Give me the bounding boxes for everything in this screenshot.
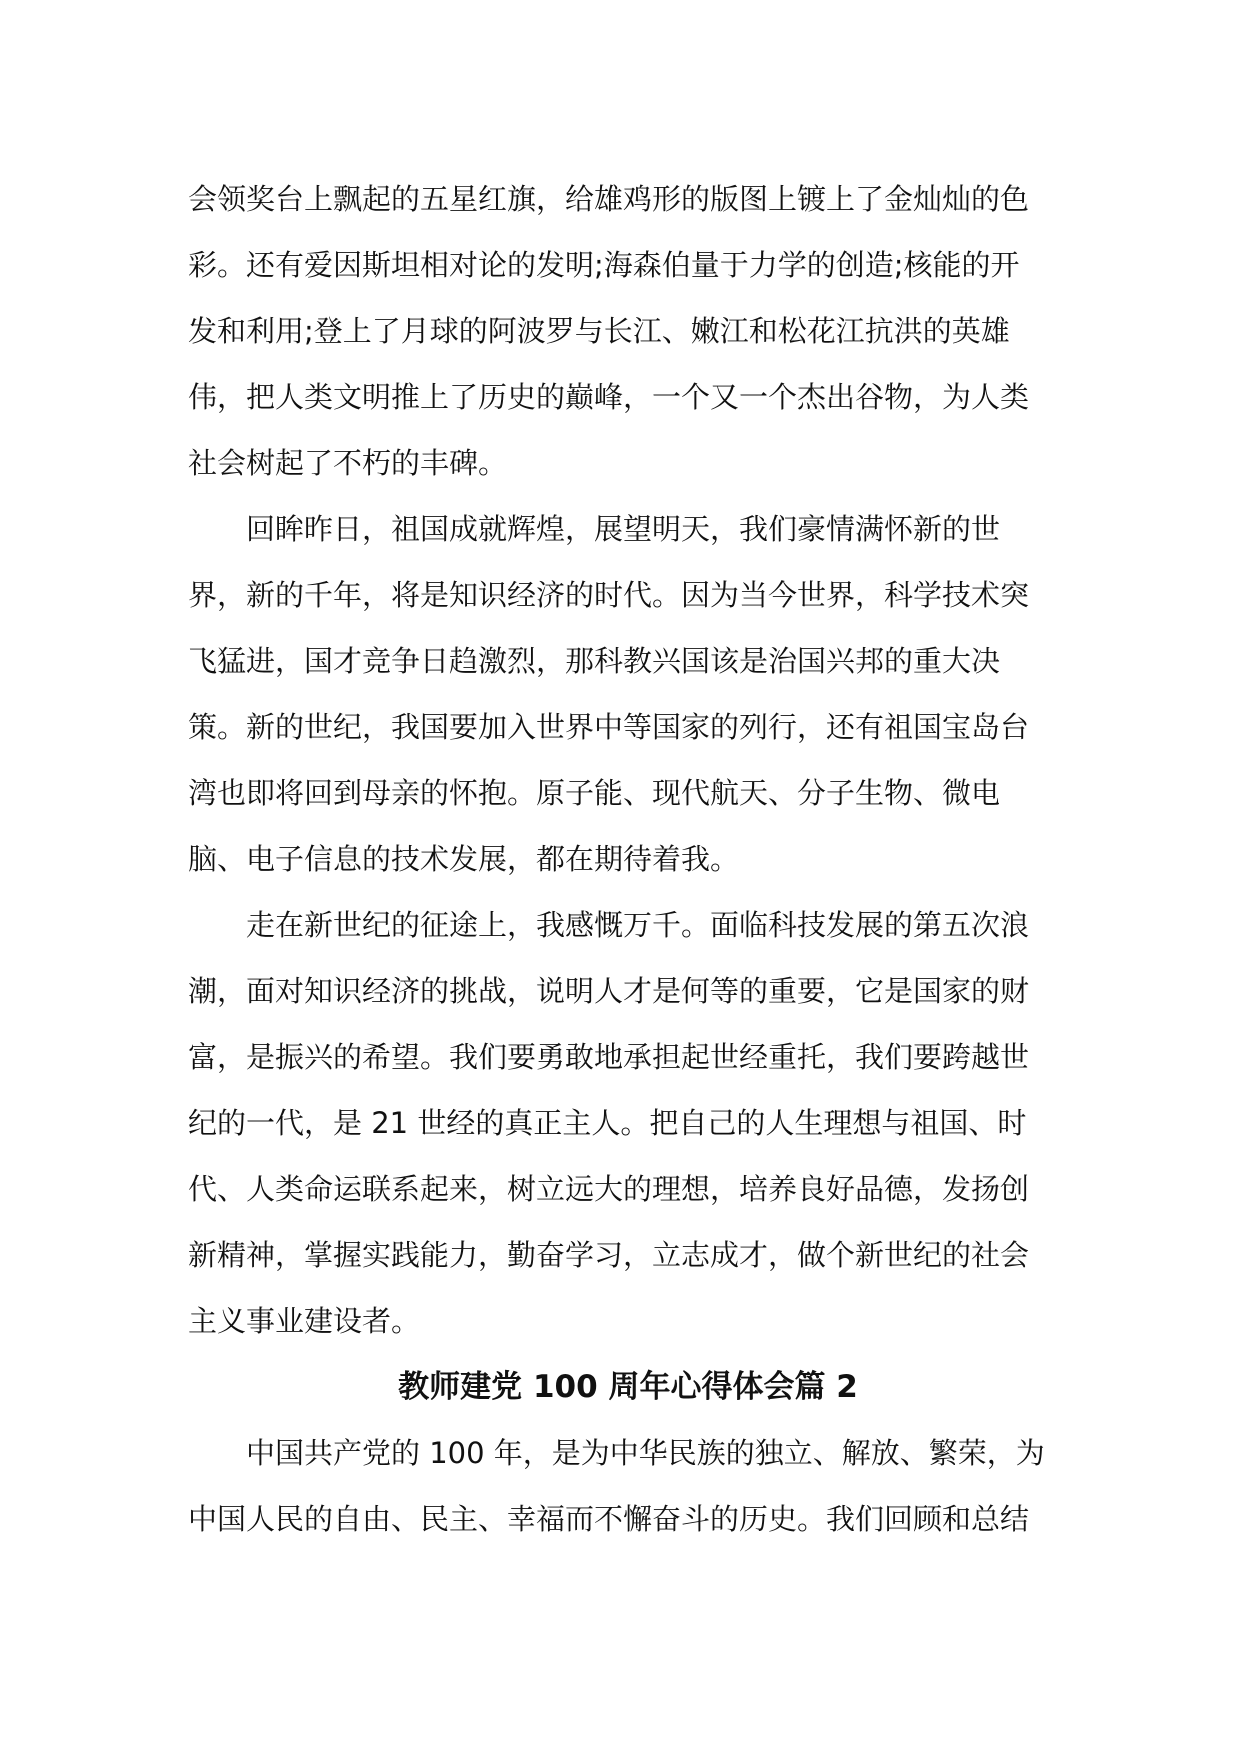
paragraph-line: 会领奖台上飘起的五星红旗，给雄鸡形的版图上镀上了金灿灿的色 <box>188 182 1030 216</box>
paragraph-line: 纪的一代，是 21 世经的真正主人。把自己的人生理想与祖国、时 <box>188 1106 1027 1140</box>
paragraph-line: 回眸昨日，祖国成就辉煌，展望明天，我们豪情满怀新的世 <box>246 512 1001 546</box>
paragraph-line: 策。新的世纪，我国要加入世界中等国家的列行，还有祖国宝岛台 <box>188 710 1030 744</box>
paragraph-line: 脑、电子信息的技术发展，都在期待着我。 <box>188 842 740 876</box>
paragraph-2 <box>188 496 1068 892</box>
paragraph-line: 飞猛进，国才竞争日趋激烈，那科教兴国该是治国兴邦的重大决 <box>188 644 1001 678</box>
paragraph-line: 新精神，掌握实践能力，勤奋学习，立志成才，做个新世纪的社会 <box>188 1238 1030 1272</box>
paragraph-1 <box>188 166 1068 496</box>
document-page <box>188 166 1068 1552</box>
paragraph-3 <box>188 892 1068 1354</box>
paragraph-line: 代、人类命运联系起来，树立远大的理想，培养良好品德，发扬创 <box>188 1172 1030 1206</box>
paragraph-line: 湾也即将回到母亲的怀抱。原子能、现代航天、分子生物、微电 <box>188 776 1001 810</box>
paragraph-line: 中国共产党的 100 年，是为中华民族的独立、解放、繁荣，为 <box>246 1436 1045 1470</box>
paragraph-line: 走在新世纪的征途上，我感慨万千。面临科技发展的第五次浪 <box>246 908 1030 942</box>
paragraph-4 <box>188 1420 1068 1552</box>
paragraph-line: 社会树起了不朽的丰碑。 <box>188 446 508 480</box>
paragraph-line: 界，新的千年，将是知识经济的时代。因为当今世界，科学技术突 <box>188 578 1030 612</box>
paragraph-line: 富，是振兴的希望。我们要勇敢地承担起世经重托，我们要跨越世 <box>188 1040 1030 1074</box>
paragraph-line: 潮，面对知识经济的挑战，说明人才是何等的重要，它是国家的财 <box>188 974 1030 1008</box>
paragraph-line: 中国人民的自由、民主、幸福而不懈奋斗的历史。我们回顾和总结 <box>188 1502 1030 1536</box>
section-heading: 教师建党 100 周年心得体会篇 2 <box>398 1369 858 1405</box>
paragraph-line: 伟，把人类文明推上了历史的巅峰，一个又一个杰出谷物，为人类 <box>188 380 1030 414</box>
paragraph-line: 彩。还有爱因斯坦相对论的发明;海森伯量于力学的创造;核能的开 <box>188 248 1020 282</box>
paragraph-line: 主义事业建设者。 <box>188 1304 421 1338</box>
paragraph-line: 发和利用;登上了月球的阿波罗与长江、嫩江和松花江抗洪的英雄 <box>188 314 1010 348</box>
